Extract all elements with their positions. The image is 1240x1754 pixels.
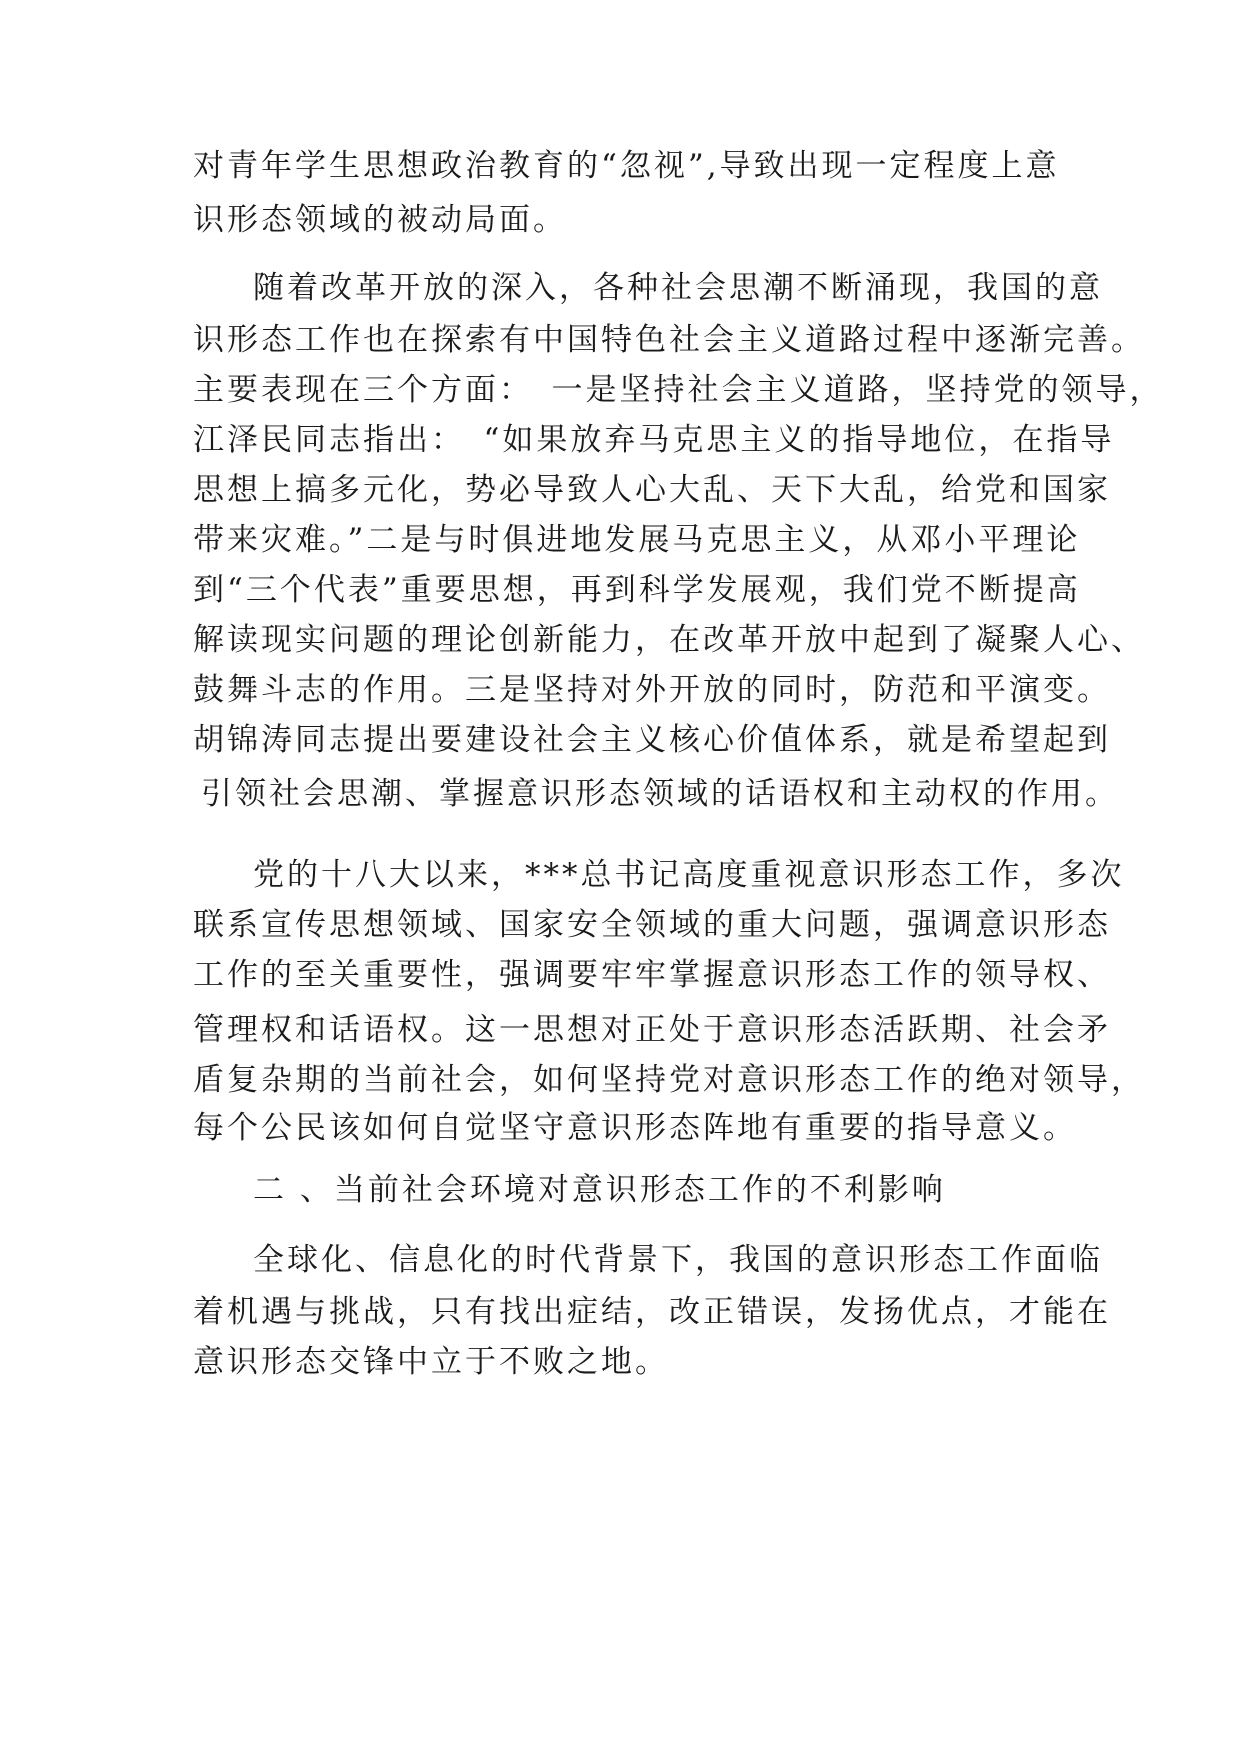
text-line-6: 江泽民同志指出： “如果放弃马克思主义的指导地位，在指导 (193, 422, 1115, 458)
text-line-5: 主要表现在三个方面： 一是坚持社会主义道路，坚持党的领导， (193, 372, 1164, 408)
text-line-7: 思想上搞多元化，势必导致人心大乱、天下大乱，给党和国家 (193, 472, 1111, 508)
text-line-21: 全球化、信息化的时代背景下，我国的意识形态工作面临 (253, 1242, 1103, 1278)
text-line-16: 工作的至关重要性，强调要牢牢掌握意识形态工作的领导权、 (193, 957, 1111, 993)
text-line-22: 着机遇与挑战，只有找出症结，改正错误，发扬优点，才能在 (193, 1294, 1111, 1330)
text-line-3: 随着改革开放的深入，各种社会思潮不断涌现，我国的意 (253, 270, 1103, 306)
text-line-14: 党的十八大以来，***总书记高度重视意识形态工作，多次 (253, 857, 1125, 893)
text-line-1: 对青年学生思想政治教育的“忽视”,导致出现一定程度上意 (193, 148, 1060, 184)
text-line-2: 识形态领域的被动局面。 (193, 202, 567, 238)
text-line-23: 意识形态交锋中立于不败之地。 (193, 1344, 669, 1380)
text-line-17: 管理权和话语权。这一思想对正处于意识形态活跃期、社会矛 (193, 1012, 1111, 1048)
text-line-18: 盾复杂期的当前社会，如何坚持党对意识形态工作的绝对领导， (193, 1062, 1145, 1098)
text-line-8: 带来灾难。”二是与时俱进地发展马克思主义，从邓小平理论 (193, 522, 1081, 558)
text-line-4: 识形态工作也在探索有中国特色社会主义道路过程中逐渐完善。 (193, 322, 1145, 358)
text-line-10: 解读现实问题的理论创新能力，在改革开放中起到了凝聚人心、 (193, 622, 1145, 658)
text-line-12: 胡锦涛同志提出要建设社会主义核心价值体系，就是希望起到 (193, 722, 1111, 758)
section-heading: 二 、当前社会环境对意识形态工作的不利影响 (253, 1172, 946, 1208)
text-line-13: 引领社会思潮、掌握意识形态领域的话语权和主动权的作用。 (201, 776, 1119, 812)
text-line-19: 每个公民该如何自觉坚守意识形态阵地有重要的指导意义。 (193, 1110, 1077, 1146)
text-line-11: 鼓舞斗志的作用。三是坚持对外开放的同时，防范和平演变。 (193, 672, 1111, 708)
text-line-15: 联系宣传思想领域、国家安全领域的重大问题，强调意识形态 (193, 907, 1111, 943)
text-line-9: 到“三个代表”重要思想，再到科学发展观，我们党不断提高 (193, 572, 1081, 608)
